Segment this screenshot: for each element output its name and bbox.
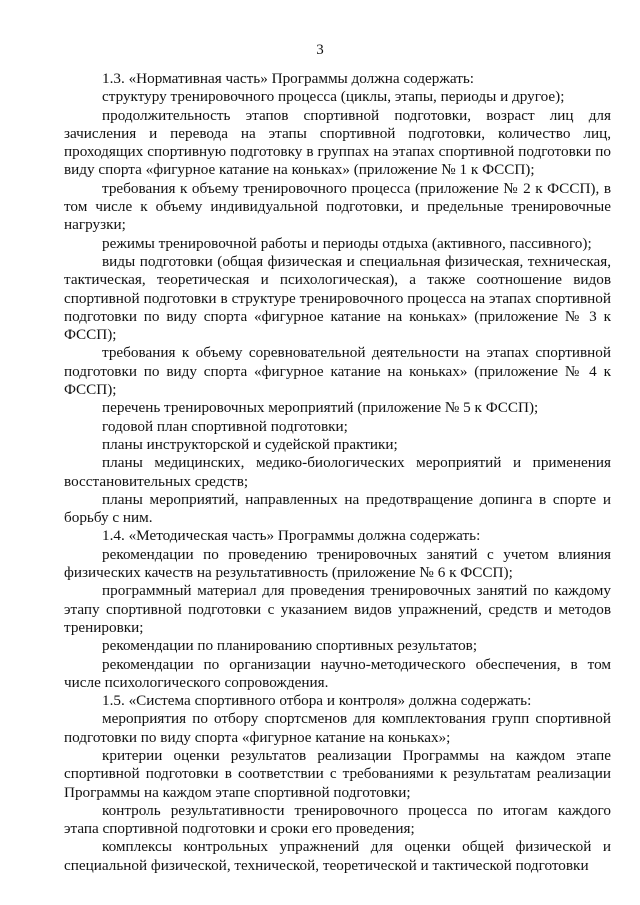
section-heading-1-3: 1.3. «Нормативная часть» Программы должна содержать: <box>102 70 474 87</box>
list-item: структуру тренировочного процесса (циклы, этапы, периоды и другое); <box>102 88 565 106</box>
list-item: рекомендации по организации научно-методического обеспечения, в том числе психологического сопровождения. <box>64 655 611 691</box>
list-item: комплексы контрольных упражнений для оценки общей физической и специальной физической, технической, теоретической и тактической подготовки <box>64 838 611 874</box>
list-item: продолжительность этапов спортивной подготовки, возраст лиц для зачисления и перевода на этапы спортивной подготовки, количество лиц, проходящих спортивную подготовку в группах на этапах спортивной подготовки по виду спорта «фигурное катание на коньках» (приложение № 1 к ФССП); <box>64 106 611 179</box>
list-item: требования к объему тренировочного процесса (приложение № 2 к ФССП), в том числе к объему индивидуальной подготовки, и предельные тренировочные нагрузки; <box>64 179 611 234</box>
list-item: планы мероприятий, направленных на предотвращение допинга в спорте и борьбу с ним. <box>64 490 611 527</box>
list-item: годовой план спортивной подготовки; <box>102 417 348 435</box>
list-item: режимы тренировочной работы и периоды отдыха (активного, пассивного); <box>102 234 592 252</box>
page-number: 3 <box>316 42 324 58</box>
list-item: перечень тренировочных мероприятий (приложение № 5 к ФССП); <box>102 399 539 417</box>
list-item: планы медицинских, медико-биологических мероприятий и применения восстановительных средств; <box>64 454 611 490</box>
list-item: рекомендации по проведению тренировочных занятий с учетом влияния физических качеств на результативность (приложение № 6 к ФССП); <box>64 545 611 582</box>
document-body <box>64 70 611 875</box>
list-item: виды подготовки (общая физическая и специальная физическая, техническая, тактическая, теоретическая и психологическая), а также соотношение видов спортивной подготовки в структуре тренировочного процесса на этапах спортивной подготовки по виду спорта «фигурное катание на коньках» (приложение № 3 к ФССП); <box>64 252 611 344</box>
section-heading-1-4: 1.4. «Методическая часть» Программы должна содержать: <box>102 527 481 545</box>
section-heading-1-5: 1.5. «Система спортивного отбора и контроля» должна содержать: <box>102 692 532 710</box>
list-item: программный материал для проведения тренировочных занятий по каждому этапу спортивной подготовки с указанием видов упражнений, средств и методов тренировки; <box>64 582 611 636</box>
list-item: мероприятия по отбору спортсменов для комплектования групп спортивной подготовки по виду спорта «фигурное катание на коньках»; <box>64 710 611 746</box>
list-item: планы инструкторской и судейской практики; <box>102 435 398 453</box>
list-item: контроль результативности тренировочного процесса по итогам каждого этапа спортивной подготовки и сроки его проведения; <box>64 801 611 838</box>
list-item: требования к объему соревновательной деятельности на этапах спортивной подготовки по виду спорта «фигурное катание на коньках» (приложение № 4 к ФССП); <box>64 344 611 399</box>
list-item: критерии оценки результатов реализации Программы на каждом этапе спортивной подготовки в соответствии с требованиями к результатам реализации Программы на каждом этапе спортивной подготовки; <box>64 746 611 801</box>
list-item: рекомендации по планированию спортивных результатов; <box>102 637 478 655</box>
